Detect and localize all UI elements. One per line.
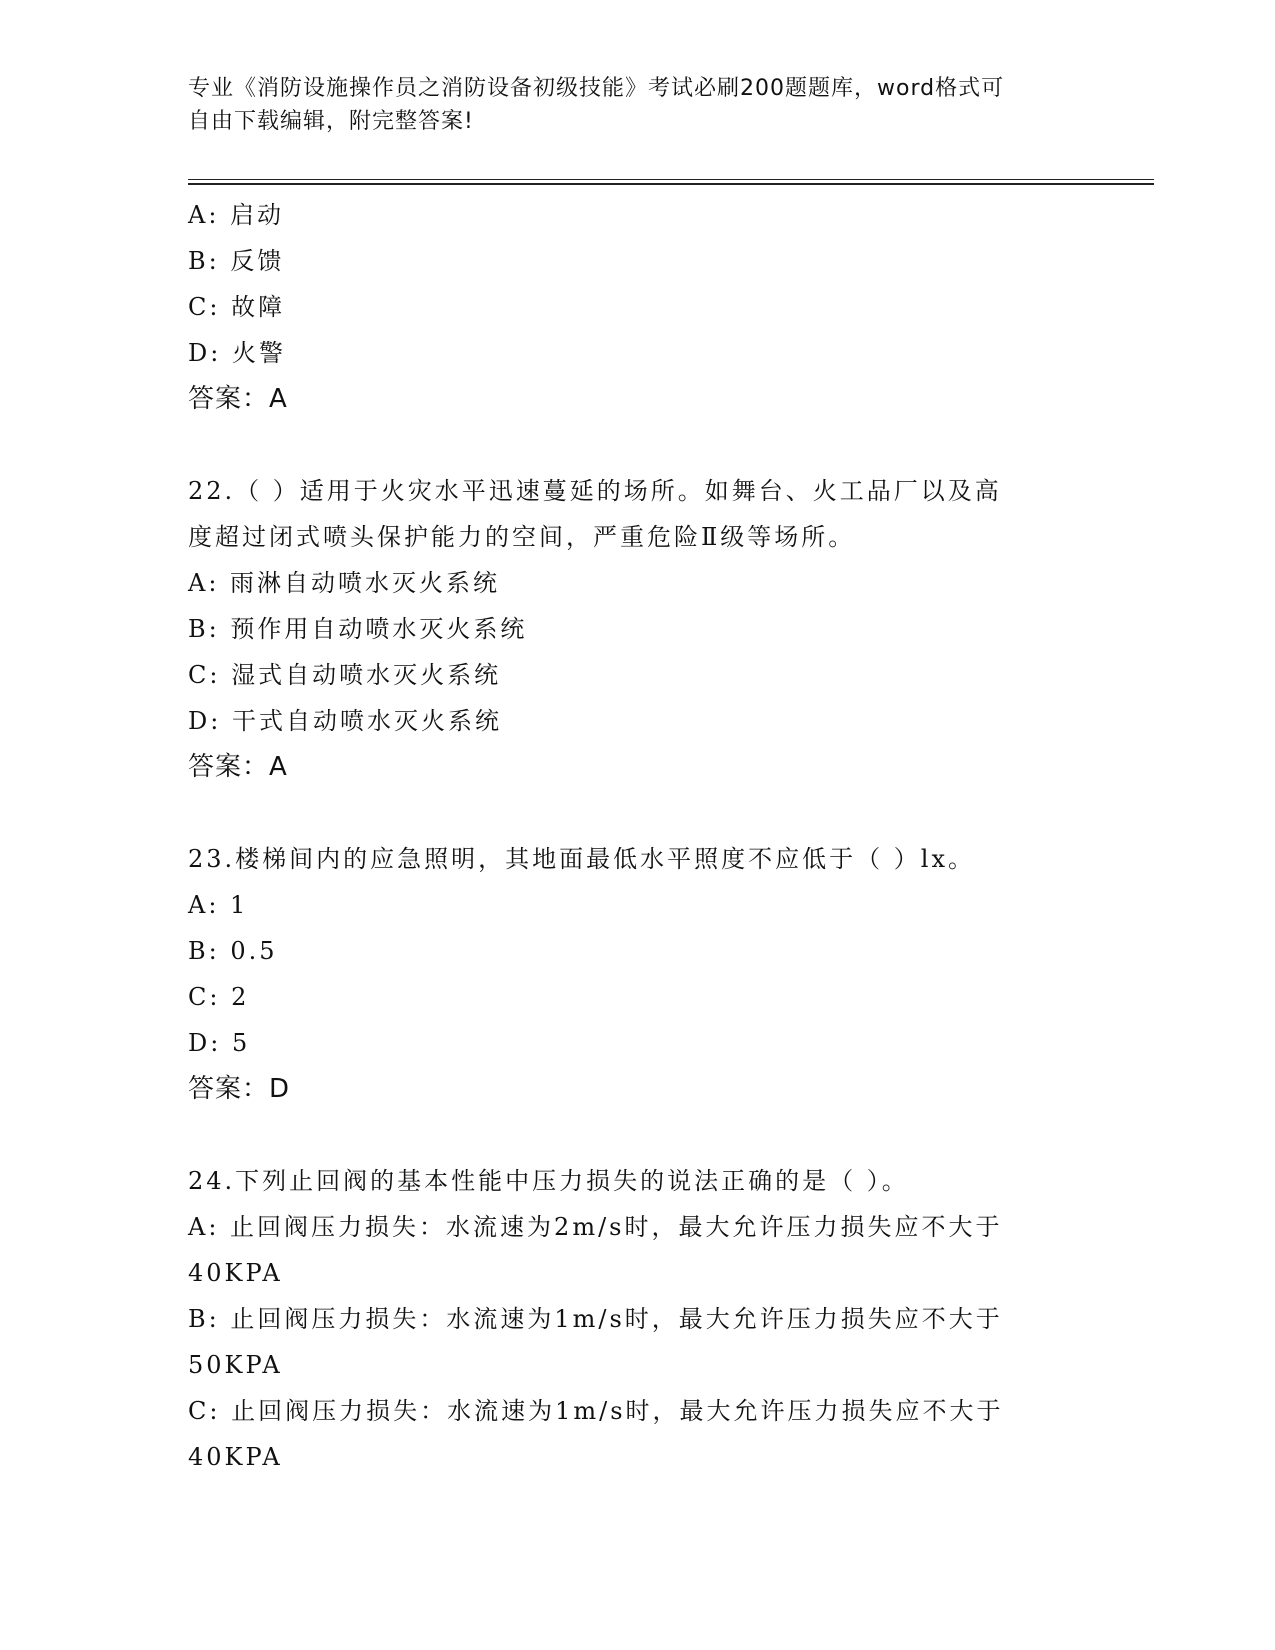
question-text-line-1: 22.（ ）适用于火灾水平迅速蔓延的场所。如舞台、火工品厂以及高 (188, 477, 1002, 505)
header-title-line-2: 自由下载编辑，附完整答案! (188, 109, 474, 134)
header-divider-thin (188, 179, 1154, 180)
option-c: C: 故障 (188, 293, 286, 321)
question-22-block (188, 468, 1068, 790)
page-header (188, 72, 1068, 138)
question-21-block (188, 192, 1068, 422)
answer-line: 答案：D (188, 1074, 291, 1104)
answer-line: 答案：A (188, 384, 288, 414)
option-b: B: 0.5 (188, 937, 278, 965)
option-a: A: 1 (188, 891, 249, 919)
option-d: D: 干式自动喷水灭火系统 (188, 707, 502, 735)
option-a: A: 启动 (188, 201, 285, 229)
question-text-line-1: 24.下列止回阀的基本性能中压力损失的说法正确的是（ ）。 (188, 1167, 909, 1195)
option-a-line-2: 40KPA (188, 1259, 283, 1287)
question-23-block (188, 836, 1068, 1112)
option-b: B: 预作用自动喷水灭火系统 (188, 615, 528, 643)
answer-line: 答案：A (188, 752, 288, 782)
question-24-block (188, 1158, 1068, 1480)
option-d: D: 火警 (188, 339, 286, 367)
option-c: C: 2 (188, 983, 250, 1011)
option-a-line-1: A: 止回阀压力损失：水流速为2m/s时，最大允许压力损失应不大于 (188, 1213, 1003, 1241)
option-b: B: 反馈 (188, 247, 285, 275)
question-content (188, 192, 1068, 1480)
question-text-line-2: 度超过闭式喷头保护能力的空间，严重危险Ⅱ级等场所。 (188, 523, 856, 551)
option-c-line-2: 40KPA (188, 1443, 283, 1471)
option-c: C: 湿式自动喷水灭火系统 (188, 661, 502, 689)
option-b-line-1: B: 止回阀压力损失：水流速为1m/s时，最大允许压力损失应不大于 (188, 1305, 1003, 1333)
option-d: D: 5 (188, 1029, 251, 1057)
question-text-line-1: 23.楼梯间内的应急照明，其地面最低水平照度不应低于（ ）lx。 (188, 845, 976, 873)
option-b-line-2: 50KPA (188, 1351, 283, 1379)
header-divider-thick (188, 183, 1154, 185)
option-c-line-1: C: 止回阀压力损失：水流速为1m/s时，最大允许压力损失应不大于 (188, 1397, 1004, 1425)
option-a: A: 雨淋自动喷水灭火系统 (188, 569, 501, 597)
header-title-line-1: 专业《消防设施操作员之消防设备初级技能》考试必刷200题题库，word格式可 (188, 76, 1005, 101)
